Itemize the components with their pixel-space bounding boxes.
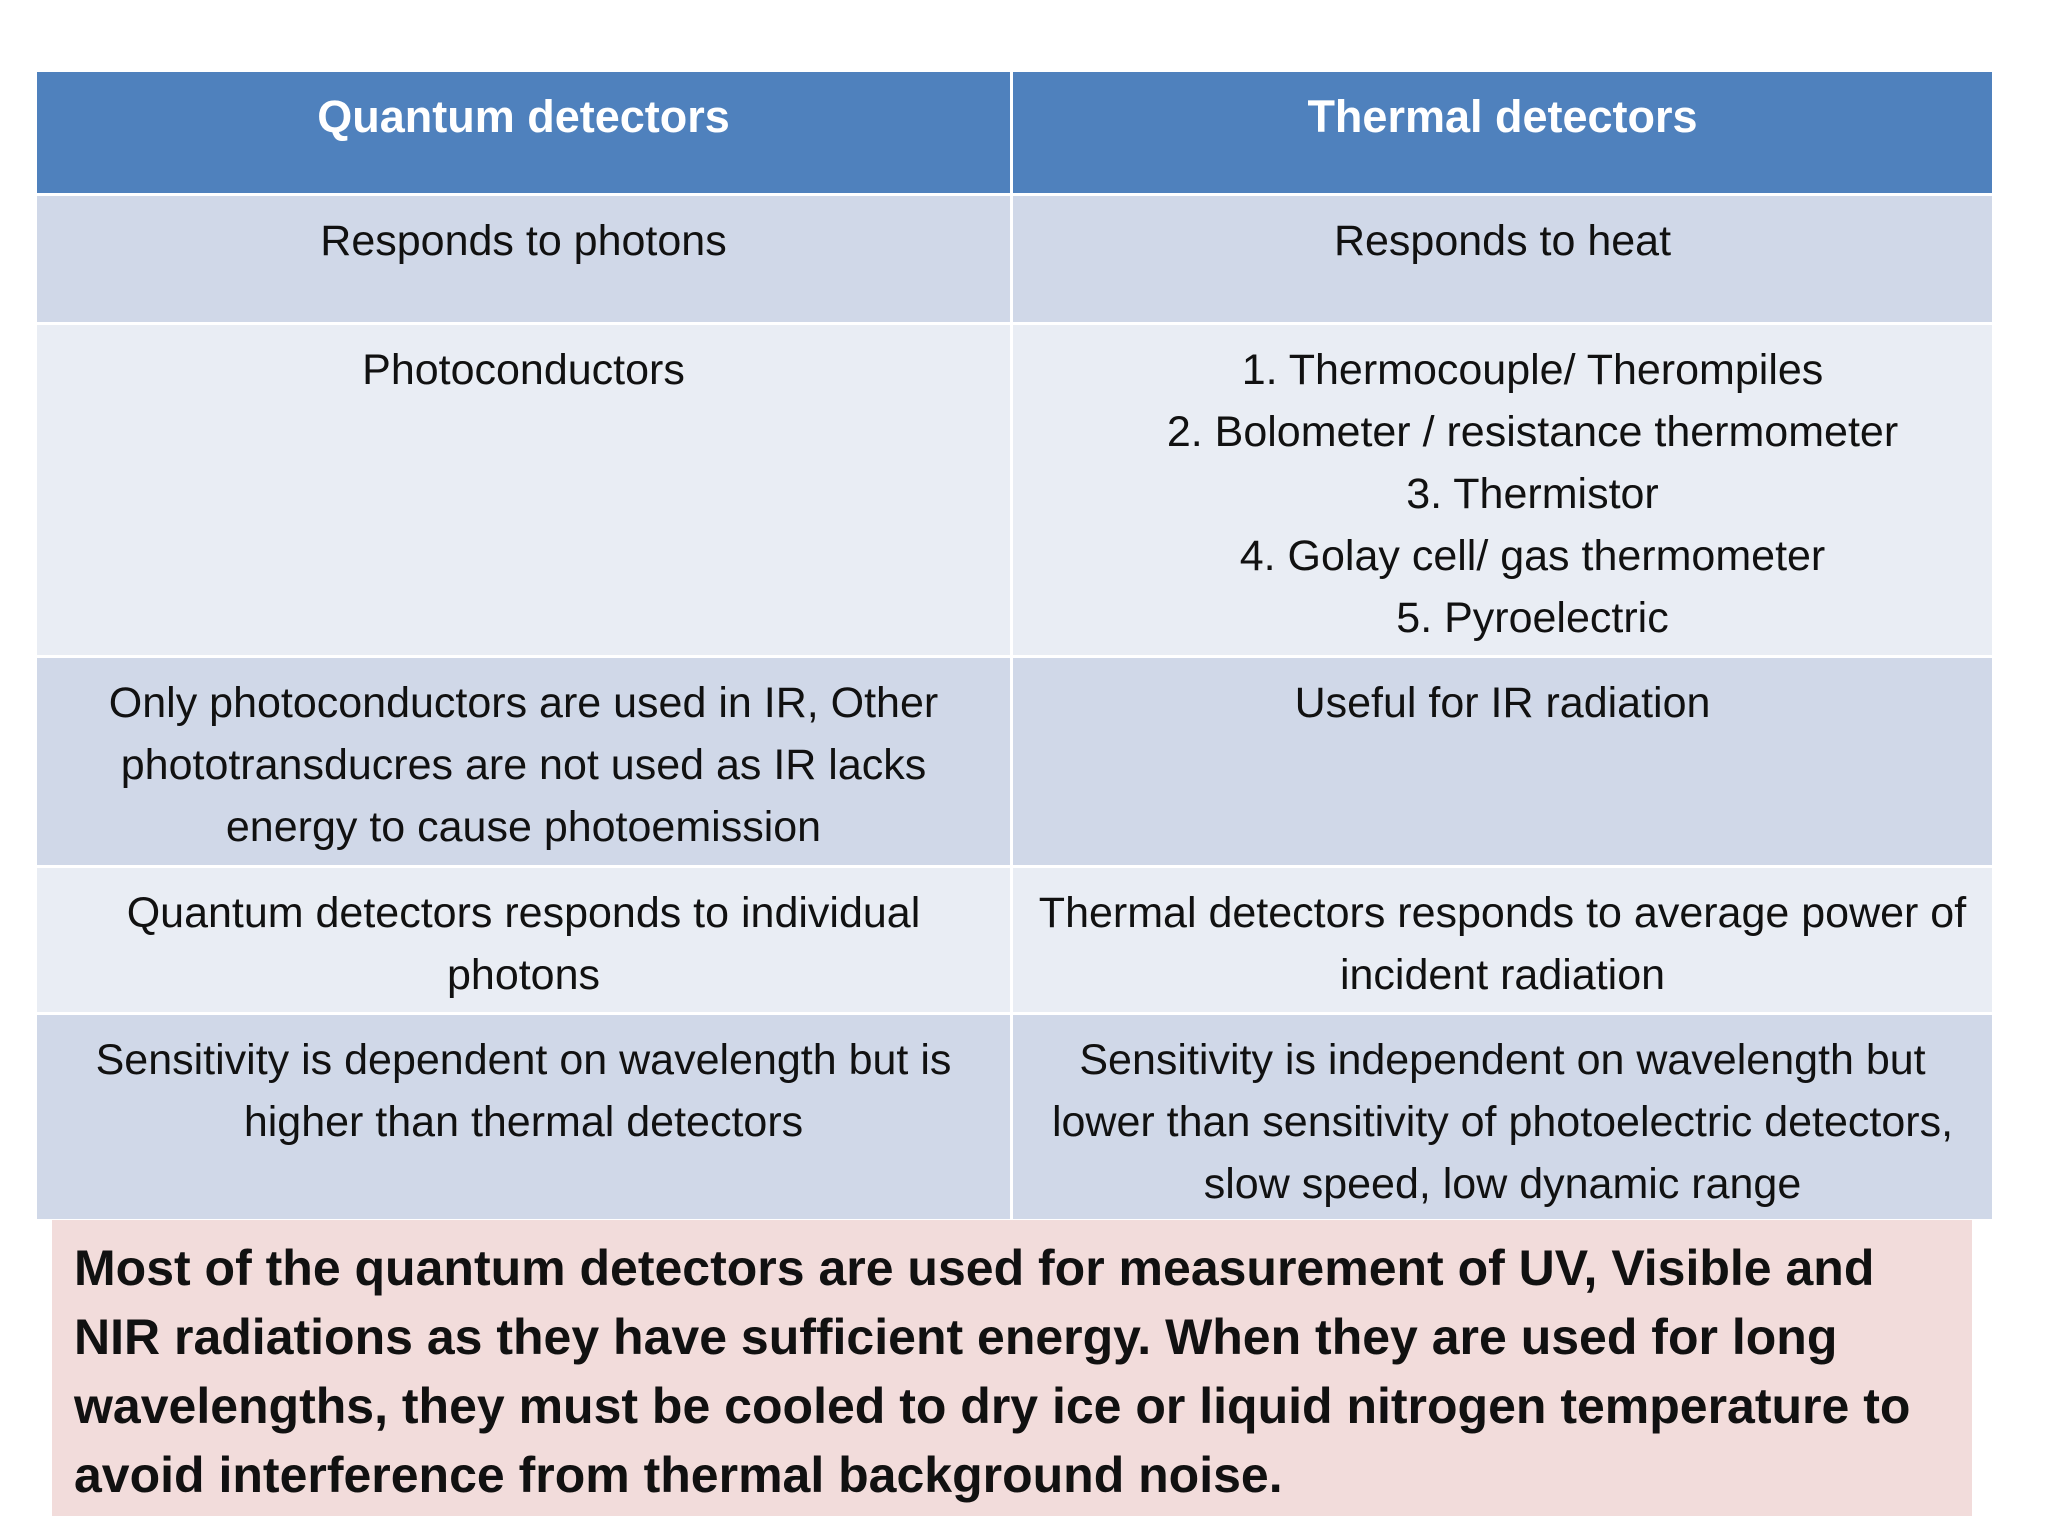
quantum-cell: Responds to photons	[36, 195, 1012, 324]
table-row	[36, 657, 1994, 867]
quantum-cell: Sensitivity is dependent on wavelength but is higher than thermal detectors	[36, 1014, 1012, 1221]
list-item: 5. Pyroelectric	[1396, 594, 1669, 642]
thermal-cell: Responds to heat	[1012, 195, 1994, 324]
thermal-cell: Sensitivity is independent on wavelength but lower than sensitivity of photoelectric detectors, slow speed, low dynamic range	[1012, 1014, 1994, 1221]
quantum-cell: Quantum detectors responds to individual photons	[36, 867, 1012, 1014]
table-row	[36, 324, 1994, 657]
header-quantum-detectors: Quantum detectors	[36, 71, 1012, 195]
list-item: 4. Golay cell/ gas thermometer	[1239, 532, 1826, 580]
table-row	[36, 1014, 1994, 1221]
thermal-detector-list	[1033, 339, 1972, 649]
comparison-table	[34, 69, 1995, 1222]
thermal-cell	[1012, 324, 1994, 657]
quantum-cell: Only photoconductors are used in IR, Other phototransducres are not used as IR lacks energy to cause photoemission	[36, 657, 1012, 867]
table-header-row	[36, 71, 1994, 195]
list-item: 1. Thermocouple/ Therompiles	[1241, 346, 1824, 394]
thermal-cell: Useful for IR radiation	[1012, 657, 1994, 867]
list-item: 2. Bolometer / resistance thermometer	[1166, 408, 1899, 456]
quantum-cell: Photoconductors	[36, 324, 1012, 657]
thermal-cell: Thermal detectors responds to average power of incident radiation	[1012, 867, 1994, 1014]
table-row	[36, 867, 1994, 1014]
list-item: 3. Thermistor	[1406, 470, 1659, 518]
table-row	[36, 195, 1994, 324]
header-thermal-detectors: Thermal detectors	[1012, 71, 1994, 195]
summary-note: Most of the quantum detectors are used for measurement of UV, Visible and NIR radiations as they have sufficient energy. When they are used for long wavelengths, they must be cooled to dry ice or liquid nitrogen temperature to avoid interference from thermal background noise.	[52, 1220, 1972, 1516]
